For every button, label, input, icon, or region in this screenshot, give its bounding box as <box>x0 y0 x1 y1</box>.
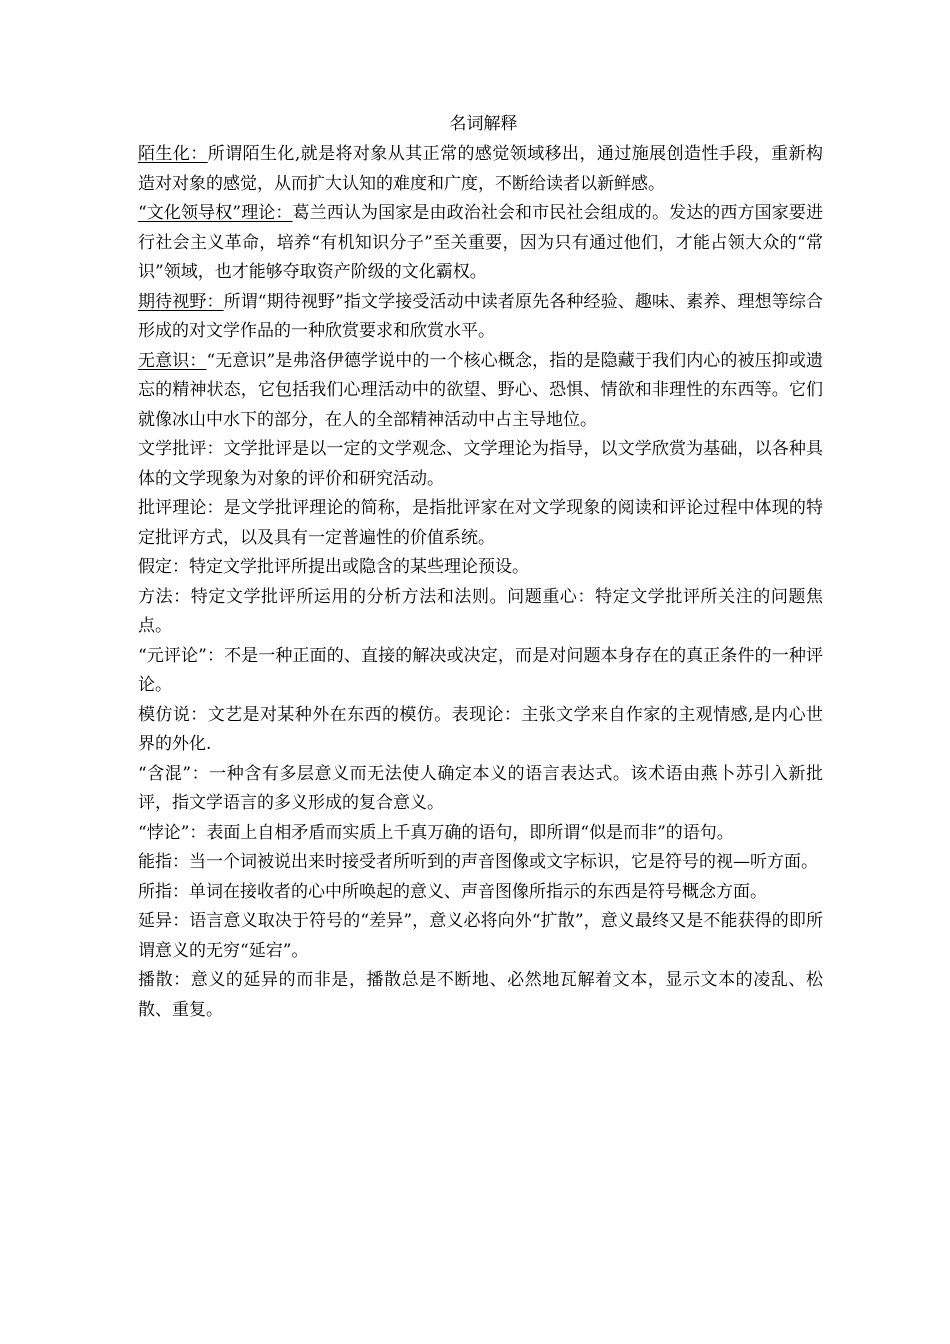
entry-definition: 方法：特定文学批评所运用的分析方法和法则。问题重心：特定文学批评所关注的问题焦点。 <box>138 586 823 636</box>
entry-term: 陌生化： <box>138 144 208 164</box>
entry-definition: 播散：意义的延异的而非是，播散总是不断地、必然地瓦解着文本，显示文本的凌乱、松散、重复。 <box>138 970 823 1020</box>
entry-definition: “悖论”：表面上自相矛盾而实质上千真万确的语句，即所谓“似是而非”的语句。 <box>138 822 734 843</box>
entry-critical-theory <box>138 494 823 553</box>
entry-dissemination <box>138 966 823 1025</box>
entry-assumption <box>138 553 823 583</box>
entry-definition: 能指：当一个词被说出来时接受者所听到的声音图像或文字标识，它是符号的视—听方面。 <box>138 852 818 872</box>
entry-definition: 所谓“期待视野”指文学接受活动中读者原先各种经验、趣味、素养、理想等综合形成的对文学作品的一种欣赏要求和欣赏水平。 <box>138 291 823 341</box>
entry-signifier <box>138 848 823 878</box>
entry-definition: “元评论”：不是一种正面的、直接的解决或决定，而是对问题本身存在的真正条件的一种评论。 <box>138 645 823 695</box>
entry-method <box>138 583 823 642</box>
entry-metacommentary <box>138 642 823 701</box>
entry-ambiguity <box>138 760 823 819</box>
document-page <box>138 110 823 1025</box>
entry-defamiliarization <box>138 140 823 199</box>
entry-definition: 批评理论：是文学批评理论的简称，是指批评家在对文学现象的阅读和评论过程中体现的特定批评方式，以及具有一定普遍性的价值系统。 <box>138 498 823 548</box>
entry-definition: 所指：单词在接收者的心中所唤起的意义、声音图像所指示的东西是符号概念方面。 <box>138 881 767 902</box>
entry-term: “文化领导权”理论： <box>138 203 293 223</box>
entry-definition: 葛兰西认为国家是由政治社会和市民社会组成的。发达的西方国家要进行社会主义革命，培养“有机知识分子”至关重要，因为只有通过他们，才能占领大众的“常识”领域，也才能够夺取资产阶级的文化霸权。 <box>138 203 824 282</box>
entry-definition: 模仿说：文艺是对某种外在东西的模仿。表现论：主张文学来自作家的主观情感,是内心世界的外化. <box>138 704 823 754</box>
entry-mimesis <box>138 701 823 760</box>
document-title: 名词解释 <box>449 114 518 134</box>
entry-differance <box>138 907 823 966</box>
entry-paradox <box>138 819 823 849</box>
entry-definition: 所谓陌生化,就是将对象从其正常的感觉领域移出，通过施展创造性手段，重新构造对对象的感觉，从而扩大认知的难度和广度，不断给读者以新鲜感。 <box>138 144 823 194</box>
entry-literary-criticism <box>138 435 823 494</box>
entry-signified <box>138 878 823 908</box>
entry-definition: “含混”：一种含有多层意义而无法使人确定本义的语言表达式。该术语由燕卜苏引入新批评，指文学语言的多义形成的复合意义。 <box>138 763 823 813</box>
entry-cultural-hegemony <box>138 199 823 288</box>
entry-unconscious <box>138 347 823 436</box>
entry-definition: 假定：特定文学批评所提出或隐含的某些理论预设。 <box>138 557 529 577</box>
entry-horizon-of-expectation <box>138 288 823 347</box>
entry-definition: 文学批评：文学批评是以一定的文学观念、文学理论为指导，以文学欣赏为基础，以各种具体的文学现象为对象的评价和研究活动。 <box>138 439 823 489</box>
entry-term: 无意识： <box>138 350 207 371</box>
entry-term: 期待视野： <box>138 291 224 312</box>
entry-definition: 延异：语言意义取决于符号的“差异”，意义必将向外“扩散”，意义最终又是不能获得的即所谓意义的无穷“延宕”。 <box>138 911 823 961</box>
entry-definition: “无意识”是弗洛伊德学说中的一个核心概念，指的是隐藏于我们内心的被压抑或遗忘的精神状态，它包括我们心理活动中的欲望、野心、恐惧、情欲和非理性的东西等。它们就像冰山中水下的部分，在人的全部精神活动中占主导地位。 <box>138 350 823 430</box>
